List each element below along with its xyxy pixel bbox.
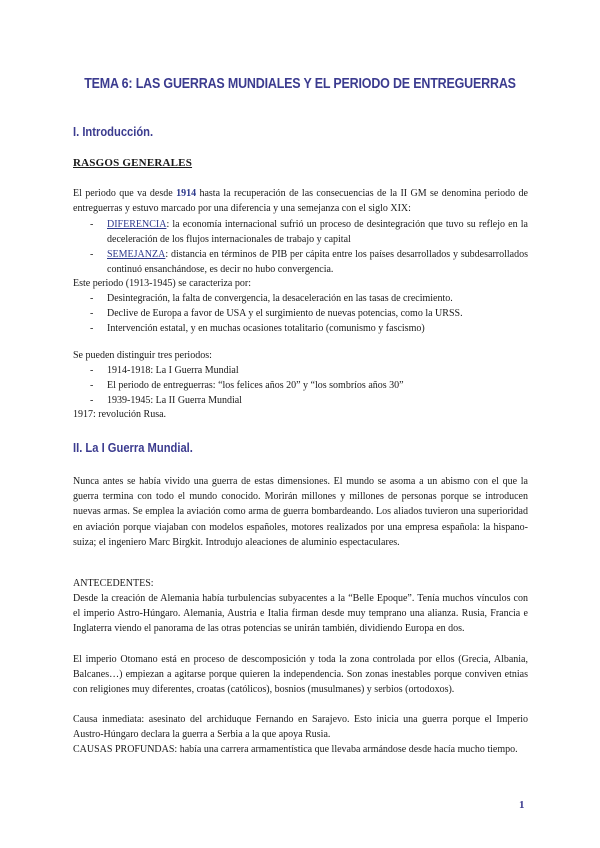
term-semejanza: SEMEJANZA: [107, 249, 166, 260]
antecedents-label: ANTECEDENTES:: [73, 578, 154, 589]
characteristics-list: [90, 291, 528, 336]
periods-list: [90, 363, 528, 408]
document-title: TEMA 6: LAS GUERRAS MUNDIALES Y EL PERIODO DE ENTREGUERRAS: [84, 76, 516, 92]
list-dash: -: [90, 395, 94, 406]
antecedents-paragraph-3: Causa inmediata: asesinato del archiduque Fernando en Sarajevo. Esto inicia una guerra porque el Imperio Austro-Húngaro declara la guerra a Serbia a la que apoya Rusia.: [73, 714, 528, 741]
list-item: [90, 363, 528, 378]
list-item-diferencia: [90, 217, 528, 247]
list-dash: -: [90, 380, 94, 391]
intro-paragraph: [73, 186, 528, 216]
list-item-text: Declive de Europa a favor de USA y el surgimiento de nuevas potencias, como la URSS.: [107, 308, 463, 319]
antecedents-paragraph-1: Desde la creación de Alemania había turbulencias subyacentes a la “Belle Epoque”. Tenía muchos vínculos con el imperio Astro-Húngaro. Alemania, Austria e Italia firman desde muy temprano una alianza. Rusia, Francia e Inglaterra viendo el panorama de las otras potencias se unirán también, dividiendo Europa en dos.: [73, 593, 528, 635]
list-dash: -: [90, 308, 94, 319]
page-number: 1: [519, 799, 525, 811]
intro-text-end: hasta la recuperación de las consecuencias de la II GM se denomina periodo de entreguerras y estuvo marcado por una diferencia y una semejanza con el siglo XIX:: [73, 188, 528, 215]
list-dash: -: [90, 219, 94, 230]
list-item: [90, 306, 528, 321]
list-item-semejanza: [90, 247, 528, 277]
list-item: [90, 378, 528, 393]
section-heading-guerra-mundial: II. La I Guerra Mundial.: [73, 440, 193, 455]
list-item-text: 1914-1918: La I Guerra Mundial: [107, 365, 239, 376]
section-heading-introduccion: I. Introducción.: [73, 124, 154, 139]
list-dash: -: [90, 365, 94, 376]
intro-text-start: El periodo que va desde: [73, 188, 177, 199]
difference-similarity-list: [90, 217, 528, 277]
antecedents-paragraph-4: CAUSAS PROFUNDAS: había una carrera armamentística que llevaba armándose desde hacía mucho tiempo.: [73, 744, 518, 755]
list-item-text: Intervención estatal, y en muchas ocasiones totalitario (comunismo y fascismo): [107, 323, 425, 334]
periods-intro: Se pueden distinguir tres periodos:: [73, 350, 212, 361]
list-item-text: Desintegración, la falta de convergencia, la desaceleración en las tasas de crecimiento.: [107, 293, 453, 304]
intro-year-highlight: 1914: [176, 188, 197, 199]
revolution-line: 1917: revolución Rusa.: [73, 409, 167, 420]
semejanza-text: : distancia en términos de PIB per cápita entre los países desarrollados y subdesarrollados continuó ensanchándose, es decir no hubo convergencia.: [107, 249, 528, 275]
diferencia-text: : la economía internacional sufrió un proceso de desintegración que tuvo su reflejo en la deceleración de los flujos internacionales de trabajo y capital: [107, 219, 528, 245]
period-intro: Este periodo (1913-1945) se caracteriza por:: [73, 278, 251, 289]
list-dash: -: [90, 249, 94, 260]
subheading-rasgos-generales: RASGOS GENERALES: [73, 157, 193, 169]
list-item-text: El periodo de entreguerras: “los felices años 20” y “los sombríos años 30”: [107, 380, 404, 391]
list-dash: -: [90, 323, 94, 334]
list-dash: -: [90, 293, 94, 304]
list-item: [90, 393, 528, 408]
term-diferencia: DIFERENCIA: [107, 219, 167, 230]
list-item: [90, 321, 528, 336]
list-item: [90, 291, 528, 306]
antecedents-paragraph-2: El imperio Otomano está en proceso de descomposición y toda la zona controlada por ellos (Grecia, Albania, Balcanes…) empiezan a agitarse porque quieren la independencia. Son zonas inestables porque conviven etnias con religiones muy diferentes, croatas (católicos), bosnios (musulmanes) y serbios (ortodoxos).: [73, 654, 528, 696]
list-item-text: 1939-1945: La II Guerra Mundial: [107, 395, 242, 406]
war-intro-paragraph: Nunca antes se había vivido una guerra de estas dimensiones. El mundo se asoma a un abismo con el que la guerra termina con todo el mundo conocido. Morirán millones y millones de personas porque se introducen nuevas armas. Se emplea la aviación como arma de guerra bombardeando. Los aliados tuvieron una superioridad en aviación porque viajaban con modelos españoles, motores realizados por una empresa española: la hispano-suiza; el ingeniero Marc Birgkit. Introdujo aleaciones de aluminio espectaculares.: [73, 476, 528, 548]
